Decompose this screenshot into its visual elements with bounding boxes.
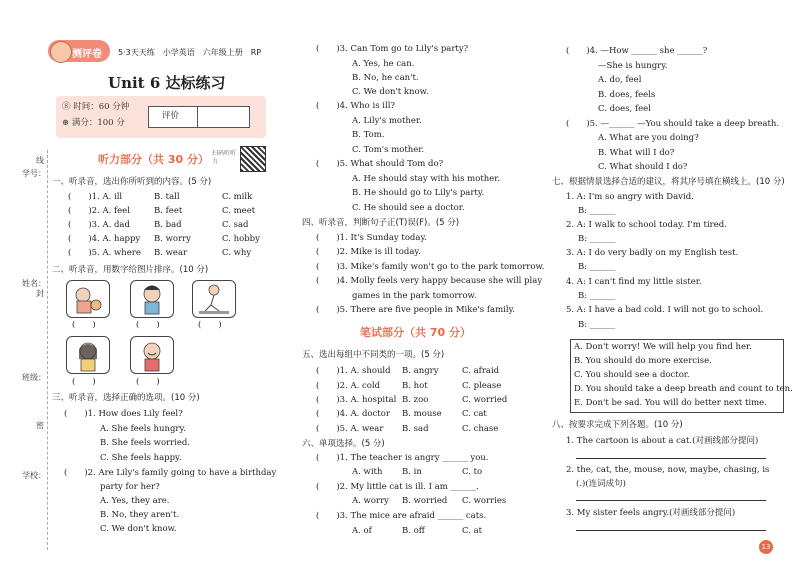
s1-q2-a: ( )2. A. feel <box>68 206 130 216</box>
s7-q5-a: 5. A: I have a bad cold. I will not go to school. <box>566 305 764 315</box>
s5-q4-b: B. mouse <box>402 409 442 419</box>
s1-q4-c: C. hobby <box>222 234 260 244</box>
s6-q1-a: A. with <box>352 467 383 477</box>
s5-q2-b: B. hot <box>402 381 428 391</box>
picture5-blank[interactable]: ( ) <box>136 377 160 387</box>
s1-q3-a: ( )3. A. dad <box>68 220 130 230</box>
s8-q3: 3. My sister feels angry.(对画线部分提问) <box>566 508 736 518</box>
picture2-blank[interactable]: ( ) <box>136 320 160 330</box>
binding-line <box>47 150 48 550</box>
page-number: 13 <box>759 540 773 554</box>
written-title: 笔试部分（共 70 分） <box>360 326 471 339</box>
badge-label: 测评卷 <box>72 49 102 60</box>
s7-q2-a: 2. A: I walk to school today. I'm tired. <box>566 220 727 230</box>
s1-q2-b: B. feet <box>154 206 183 216</box>
s5-q2-a: ( )2. A. cold <box>316 381 381 391</box>
s4-q1: ( )1. It's Sunday today. <box>316 233 427 243</box>
eval-label: 评价 <box>162 111 180 121</box>
s7-q2-b[interactable]: B: ______ <box>578 234 616 244</box>
section5-title: 五、选出每组中不同类的一项。(5 分) <box>302 350 445 360</box>
s3-q1-a: A. She feels hungry. <box>100 424 186 434</box>
side-label-seal: 封 <box>36 289 44 298</box>
picture-girl-sad <box>130 280 174 318</box>
s3-q5: ( )5. What should Tom do? <box>316 159 444 169</box>
picture-girl-cat <box>66 280 110 318</box>
s5-q3-c: C. worried <box>462 395 508 405</box>
s5-q5-b: B. sad <box>402 424 429 434</box>
side-label-class: 班级： <box>22 373 46 382</box>
section6-title: 六、单项选择。(5 分) <box>302 439 385 449</box>
s1-q2-c: C. meet <box>222 206 256 216</box>
s6-q3-b: B. off <box>402 526 425 536</box>
s3-q4-a: A. Lily's mother. <box>352 116 422 126</box>
s3-q2-a: A. Yes, they are. <box>100 496 170 506</box>
s5-q4-a: ( )4. A. doctor <box>316 409 390 419</box>
s6-q2-b: B. worried <box>402 496 448 506</box>
s5-q1-a: ( )1. A. should <box>316 366 391 376</box>
s3-q2-b: B. No, they aren't. <box>100 510 180 520</box>
s6-q4-a: A. do, feel <box>598 75 642 85</box>
option-b: B. You should do more exercise. <box>574 356 712 366</box>
s1-q5-b: B. wear <box>154 248 188 258</box>
s8-q2: 2. the, cat, the, mouse, now, maybe, chasing, is <box>566 465 770 475</box>
s6-q3-a: A. of <box>352 526 372 536</box>
s4-q3: ( )3. Mike's family won't go to the park tomorrow. <box>316 262 545 272</box>
s4-q2: ( )2. Mike is ill today. <box>316 247 421 257</box>
s1-q4-a: ( )4. A. happy <box>68 234 141 244</box>
s6-q1: ( )1. The teacher is angry ______ you. <box>316 453 489 463</box>
section1-title: 一、听录音，选出你所听到的内容。(5 分) <box>52 177 212 187</box>
s3-q3-a: A. Yes, he can. <box>352 59 415 69</box>
score-info: ⊛ 满分：100 分 <box>62 118 125 128</box>
s5-q5-a: ( )5. A. wear <box>316 424 384 434</box>
s3-q1: ( )1. How does Lily feel? <box>64 409 183 419</box>
s3-q5-c: C. He should see a doctor. <box>352 203 465 213</box>
option-a: A. Don't worry! We will help you find her. <box>574 342 752 352</box>
picture1-blank[interactable]: ( ) <box>72 320 96 330</box>
s7-q4-a: 4. A: I can't find my little sister. <box>566 277 702 287</box>
s5-q4-c: C. cat <box>462 409 487 419</box>
side-label-student-number: 学号： <box>22 169 46 178</box>
s7-q1-a: 1. A: I'm so angry with David. <box>566 192 694 202</box>
picture-running <box>192 280 236 318</box>
s6-q3-c: C. at <box>462 526 483 536</box>
s3-q2: ( )2. Are Lily's family going to have a birthday <box>64 468 277 478</box>
time-info: ⑧ 时间：60 分钟 <box>62 102 130 112</box>
side-label-secret: 密 <box>36 421 44 430</box>
s6-q2-a: A. worry <box>352 496 389 506</box>
s7-q3-b[interactable]: B: ______ <box>578 262 616 272</box>
s1-q4-b: B. worry <box>154 234 191 244</box>
s3-q2-c: C. We don't know. <box>100 524 177 534</box>
s3-q5-a: A. He should stay with his mother. <box>352 174 501 184</box>
s3-q1-c: C. She feels happy. <box>100 453 182 463</box>
s3-q3-c: C. We don't know. <box>352 87 429 97</box>
picture3-blank[interactable]: ( ) <box>198 320 222 330</box>
s1-q1-a: ( )1. A. ill <box>68 192 123 202</box>
s6-q5-a: A. What are you doing? <box>598 133 699 143</box>
option-d: D. You should take a deep breath and count to ten. <box>574 384 793 394</box>
s7-q3-a: 3. A: I do very badly on my English test. <box>566 248 739 258</box>
s6-q1-b: B. in <box>402 467 422 477</box>
s6-q5-c: C. What should I do? <box>598 162 688 172</box>
section2-title: 二、听录音，用数字给图片排序。(10 分) <box>52 265 209 275</box>
qr-code-icon[interactable] <box>240 146 266 172</box>
s6-q4: ( )4. —How ______ she ______? <box>566 46 708 56</box>
series-info: 5·3天天练 小学英语 六年级上册 RP <box>118 48 262 57</box>
picture4-blank[interactable]: ( ) <box>72 377 96 387</box>
mascot-icon <box>50 41 72 63</box>
s3-q2-cont: party for her? <box>100 482 160 492</box>
s4-q4-cont: games in the park tomorrow. <box>352 291 477 301</box>
s3-q3: ( )3. Can Tom go to Lily's party? <box>316 44 469 54</box>
s6-q5: ( )5. —______ —You should take a deep breath. <box>566 119 780 129</box>
option-c: C. You should see a doctor. <box>574 370 690 380</box>
s4-q5: ( )5. There are five people in Mike's family. <box>316 305 515 315</box>
s1-q1-c: C. milk <box>222 192 253 202</box>
s3-q1-b: B. She feels worried. <box>100 438 191 448</box>
side-label-name: 姓名： <box>22 279 46 288</box>
s3-q4-c: C. Tom's mother. <box>352 145 425 155</box>
s5-q1-c: C. afraid <box>462 366 500 376</box>
s7-q4-b[interactable]: B: ______ <box>578 291 616 301</box>
picture-girl-thinking <box>66 336 110 374</box>
s1-q5-c: C. why <box>222 248 252 258</box>
s6-q2-c: C. worries <box>462 496 507 506</box>
s3-q3-b: B. No, he can't. <box>352 73 419 83</box>
s8-q2-cont: (.)(连词成句) <box>576 479 626 489</box>
s5-q3-b: B. zoo <box>402 395 429 405</box>
page-title: Unit 6 达标练习 <box>108 74 226 92</box>
s6-q3: ( )3. The mice are afraid ______ cats. <box>316 511 487 521</box>
s1-q3-b: B. bad <box>154 220 182 230</box>
section4-title: 四、听录音，判断句子正(T)误(F)。(5 分) <box>302 218 460 228</box>
s7-q5-b[interactable]: B: ______ <box>578 320 616 330</box>
s1-q1-b: B. tall <box>154 192 180 202</box>
s8-q1: 1. The cartoon is about a cat.(对画线部分提问) <box>566 436 759 446</box>
qr-label: 扫码听听力 <box>212 150 237 165</box>
section7-title: 七、根据情景选择合适的建议，将其序号填在横线上。(10 分) <box>552 177 785 187</box>
s6-q5-b: B. What will I do? <box>598 148 675 158</box>
s8-q3-answer-line[interactable] <box>576 530 766 531</box>
s5-q5-c: C. chase <box>462 424 499 434</box>
s1-q3-c: C. sad <box>222 220 249 230</box>
s3-q5-b: B. He should go to Lily's party. <box>352 188 485 198</box>
s5-q3-a: ( )3. A. hospital <box>316 395 397 405</box>
s7-q1-b[interactable]: B: ______ <box>578 206 616 216</box>
section3-title: 三、听录音，选择正确的选项。(10 分) <box>52 393 200 403</box>
s8-q1-answer-line[interactable] <box>576 458 766 459</box>
s6-q4-b: B. does, feels <box>598 90 656 100</box>
picture-girl-happy <box>130 336 174 374</box>
s3-q4: ( )4. Who is ill? <box>316 101 395 111</box>
s5-q1-b: B. angry <box>402 366 439 376</box>
side-label-school: 学校： <box>22 471 46 480</box>
option-e: E. Don't be sad. You will do better next time. <box>574 398 767 408</box>
s6-q4-c: C. does, feel <box>598 104 651 114</box>
s3-q4-b: B. Tom. <box>352 130 385 140</box>
s1-q5-a: ( )5. A. where <box>68 248 141 258</box>
s4-q4: ( )4. Molly feels very happy because she will play <box>316 276 543 286</box>
s5-q2-c: C. please <box>462 381 502 391</box>
section8-title: 八、按要求完成下列各题。(10 分) <box>552 420 683 430</box>
s6-q2: ( )2. My little cat is ill. I am ______. <box>316 482 479 492</box>
s6-q1-c: C. to <box>462 467 483 477</box>
side-label-line: 线 <box>36 156 44 165</box>
s8-q2-answer-line[interactable] <box>576 500 766 501</box>
s6-q4-reply: —She is hungry. <box>598 61 668 71</box>
listening-title: 听力部分（共 30 分） <box>98 153 209 166</box>
